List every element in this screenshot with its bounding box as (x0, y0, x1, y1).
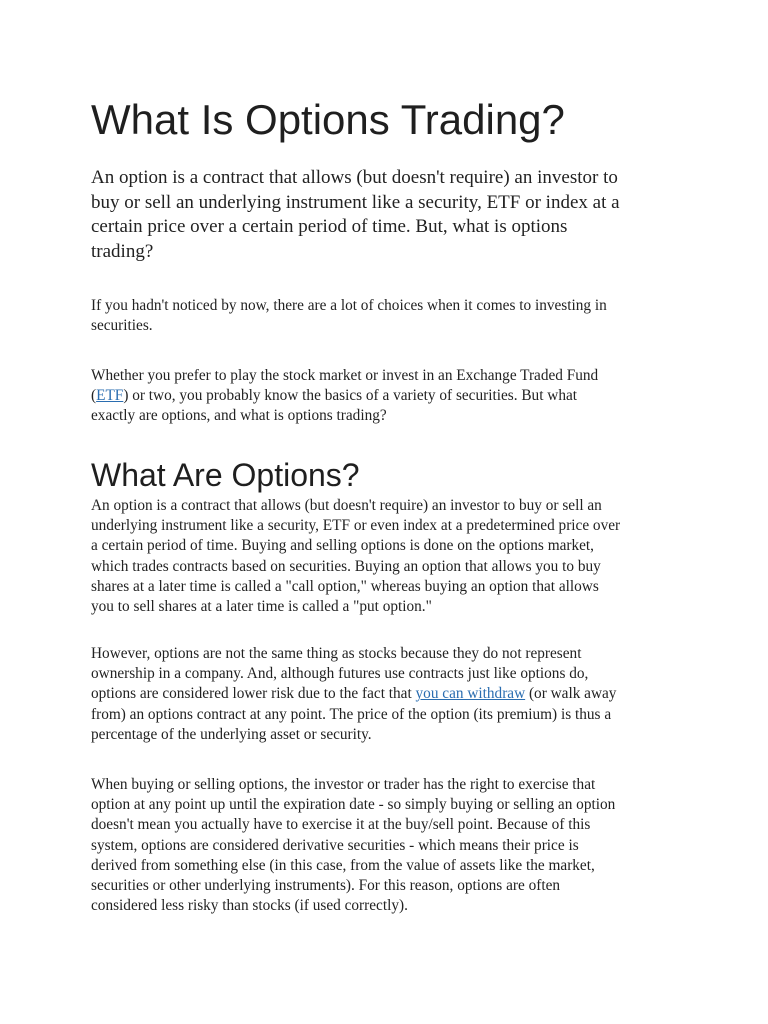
lead-line: An option is a contract that allows (but doesn't require) an investor to (91, 167, 618, 188)
paragraph-line: a certain period of time. Buying and selling options is done on the options market, (91, 537, 595, 555)
page-title: What Is Options Trading? (91, 96, 565, 143)
paragraph-line: doesn't mean you actually have to exercise it at the buy/sell point. Because of this (91, 816, 591, 834)
paragraph-line: underlying instrument like a security, ETF or even index at a predetermined price over (91, 517, 621, 535)
paragraph-line: exactly are options, and what is options trading? (91, 407, 387, 425)
paragraph-line: When buying or selling options, the investor or trader has the right to exercise that (91, 776, 596, 793)
paragraph-line: securities. (91, 317, 153, 335)
paragraph-text: ) or two, you probably know the basics of a variety of securities. But what (123, 387, 578, 405)
lead-line: trading? (91, 240, 154, 262)
paragraph-line: percentage of the underlying asset or security. (91, 725, 372, 743)
paragraph-line (91, 386, 691, 406)
section-title: What Are Options? (91, 457, 360, 493)
lead-paragraph (91, 166, 681, 264)
paragraph-line: If you hadn't noticed by now, there are a lot of choices when it comes to investing in (91, 297, 607, 314)
paragraph-line: Whether you prefer to play the stock market or invest in an Exchange Traded Fund (91, 367, 599, 384)
paragraph-line: option at any point up until the expiration date - so simply buying or selling an option (91, 796, 616, 814)
paragraph-line: derived from something else (in this case, from the value of assets like the market, (91, 856, 595, 874)
paragraph-line: shares at a later time is called a "call option," whereas buying an option that allows (91, 577, 599, 595)
paragraph-line: securities or other underlying instruments). For this reason, options are often (91, 877, 561, 895)
paragraph-line: system, options are considered derivative securities - which means their price is (91, 836, 579, 854)
paragraph-etf (91, 366, 691, 427)
paragraph-text: (or walk away (525, 685, 617, 703)
paragraph-line: from) an options contract at any point. The price of the option (its premium) is thus a (91, 705, 612, 723)
lead-line: certain price over a certain period of time. But, what is options (91, 216, 568, 237)
paragraph-line: ownership in a company. And, although futures use contracts just like options do, (91, 665, 589, 683)
withdraw-link[interactable]: you can withdraw (415, 685, 526, 703)
paragraph-line (91, 684, 691, 704)
paragraph-line: However, options are not the same thing as stocks because they do not represent (91, 645, 582, 662)
paragraph-line: considered less risky than stocks (if used correctly). (91, 897, 408, 915)
paragraph-definition (91, 496, 691, 617)
paragraph-line: which trades contracts based on securities. Buying an option that allows you to buy (91, 557, 601, 575)
paragraph-text: ( (91, 387, 97, 405)
paragraph-choices (91, 296, 691, 336)
paragraph-line: you to sell shares at a later time is called a "put option." (91, 598, 432, 616)
paragraph-text: options are considered lower risk due to the fact that (91, 685, 416, 703)
paragraph-stocks-comparison (91, 644, 691, 745)
paragraph-line: An option is a contract that allows (but doesn't require) an investor to buy or sell an (91, 497, 602, 514)
lead-line: buy or sell an underlying instrument like a security, ETF or index at a (91, 191, 620, 213)
paragraph-exercise (91, 775, 691, 916)
etf-link[interactable]: ETF (96, 387, 124, 405)
